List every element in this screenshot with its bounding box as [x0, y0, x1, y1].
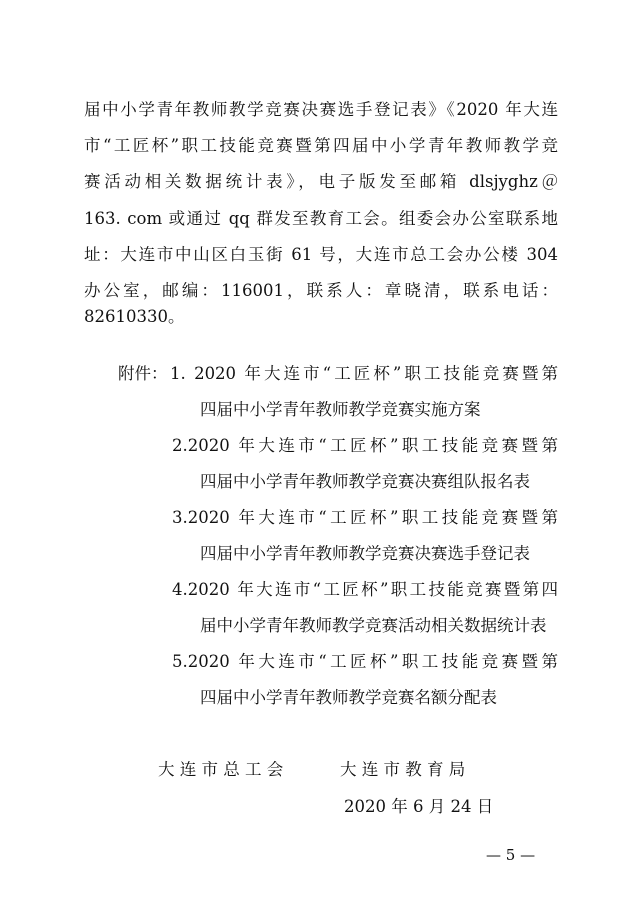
body-line-2: 市“工匠杯”职工技能竞赛暨第四届中小学青年教师教学竞: [84, 136, 558, 155]
attachments-label: 附件：: [118, 364, 168, 383]
attachment-line: 四届中小学青年教师教学竞赛决赛组队报名表: [200, 472, 530, 491]
attachment-line: 1. 2020 年大连市“工匠杯”职工技能竞赛暨第: [170, 364, 558, 383]
attachment-line: 届中小学青年教师教学竞赛活动相关数据统计表: [200, 616, 547, 635]
body-line-5: 址：大连市中山区白玉街 61 号，大连市总工会办公楼 304: [84, 245, 558, 264]
attachment-line: 3.2020 年大连市“工匠杯”职工技能竞赛暨第: [172, 508, 558, 527]
attachment-line: 4.2020 年大连市“工匠杯”职工技能竞赛暨第四: [172, 580, 558, 599]
signature-date: 2020 年 6 月 24 日: [344, 797, 494, 816]
signature-org-education-bureau: 大 连 市 教 育 局: [340, 760, 466, 779]
attachment-line: 四届中小学青年教师教学竞赛名额分配表: [200, 688, 497, 707]
signature-org-federation: 大 连 市 总 工 会: [158, 760, 284, 779]
body-line-1: 届中小学青年教师教学竞赛决赛选手登记表》《2020 年大连: [84, 100, 558, 119]
page-number: — 5 —: [486, 846, 536, 864]
body-line-4: 163. com 或通过 qq 群发至教育工会。组委会办公室联系地: [84, 209, 558, 228]
body-line-7: 82610330。: [84, 307, 185, 326]
attachment-line: 5.2020 年大连市“工匠杯”职工技能竞赛暨第: [172, 652, 558, 671]
attachment-line: 四届中小学青年教师教学竞赛实施方案: [200, 400, 481, 419]
body-line-3: 赛活动相关数据统计表》，电子版发至邮箱 dlsjyghz＠: [84, 172, 558, 191]
attachment-line: 2.2020 年大连市“工匠杯”职工技能竞赛暨第: [172, 436, 558, 455]
body-line-6: 办公室，邮编：116001，联系人：章晓清，联系电话：: [84, 281, 558, 300]
attachment-line: 四届中小学青年教师教学竞赛决赛选手登记表: [200, 544, 530, 563]
